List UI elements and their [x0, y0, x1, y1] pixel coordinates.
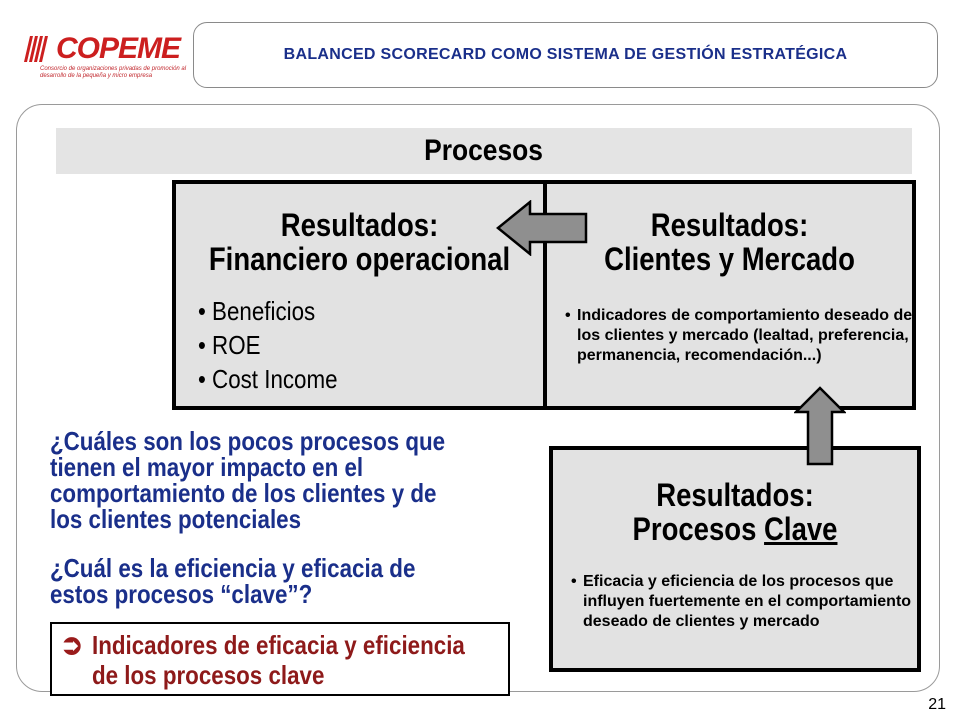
logo-tagline: Consorcio de organizaciones privadas de promoción al desarrollo de la pequeña y micro empresa — [40, 66, 187, 79]
section-header — [56, 128, 912, 174]
box-procesos-title-line1: Resultados: — [656, 477, 814, 513]
box-financiero-operacional — [172, 180, 547, 410]
box-procesos-clave — [549, 446, 921, 672]
logo-wordmark: COPEME — [56, 32, 181, 65]
procesos-bullet: • Eficacia y eficiencia de los procesos que influyen fuertemente en el comportamiento deseado de clientes y mercado — [571, 572, 931, 632]
box-clientes-title-line1: Resultados: — [650, 207, 809, 243]
section-title: Procesos — [424, 134, 544, 167]
clientes-bullets — [565, 306, 915, 366]
box-procesos-title-line2 — [578, 512, 891, 546]
financiero-bullet: • Beneficios — [198, 294, 338, 328]
page-number: 21 — [928, 696, 946, 713]
answer-text: Indicadores de eficacia y eficiencia de los procesos clave — [92, 630, 465, 690]
clientes-bullet: • Indicadores de comportamiento deseado de los clientes y mercado (lealtad, preferencia, permanencia, recomendación...) — [565, 306, 915, 366]
header-title: BALANCED SCORECARD COMO SISTEMA DE GESTIÓN ESTRATÉGICA — [283, 46, 848, 63]
box-financiero-title — [202, 208, 518, 276]
answer-box — [50, 622, 510, 696]
box-procesos-title-prefix: Procesos — [632, 511, 765, 547]
copeme-stripes-logo-icon — [18, 34, 58, 64]
copeme-logo — [18, 30, 187, 80]
financiero-bullet: • Cost Income — [198, 362, 338, 396]
pointing-arrow-icon: ➲ — [60, 629, 84, 660]
financiero-bullet: • ROE — [198, 328, 338, 362]
question-impacto: ¿Cuáles son los pocos procesos que tienen el mayor impacto en el comportamiento de los clientes y de los clientes potenciales — [50, 426, 446, 534]
arrow-left-icon — [496, 200, 588, 256]
box-clientes-title-line2: Clientes y Mercado — [604, 241, 855, 277]
box-procesos-title-underlined: Clave — [764, 511, 838, 547]
procesos-bullets — [571, 572, 931, 632]
arrow-up-icon — [794, 386, 846, 466]
financiero-bullets — [198, 294, 338, 396]
box-financiero-title-line1: Resultados: — [280, 207, 439, 243]
box-clientes-mercado — [543, 180, 916, 410]
header-title-box — [193, 22, 938, 88]
box-financiero-title-line2: Financiero operacional — [208, 241, 511, 277]
box-clientes-title — [573, 208, 887, 276]
question-eficiencia: ¿Cuál es la eficiencia y eficacia de estos procesos “clave”? — [50, 553, 416, 609]
box-procesos-title — [578, 478, 891, 546]
